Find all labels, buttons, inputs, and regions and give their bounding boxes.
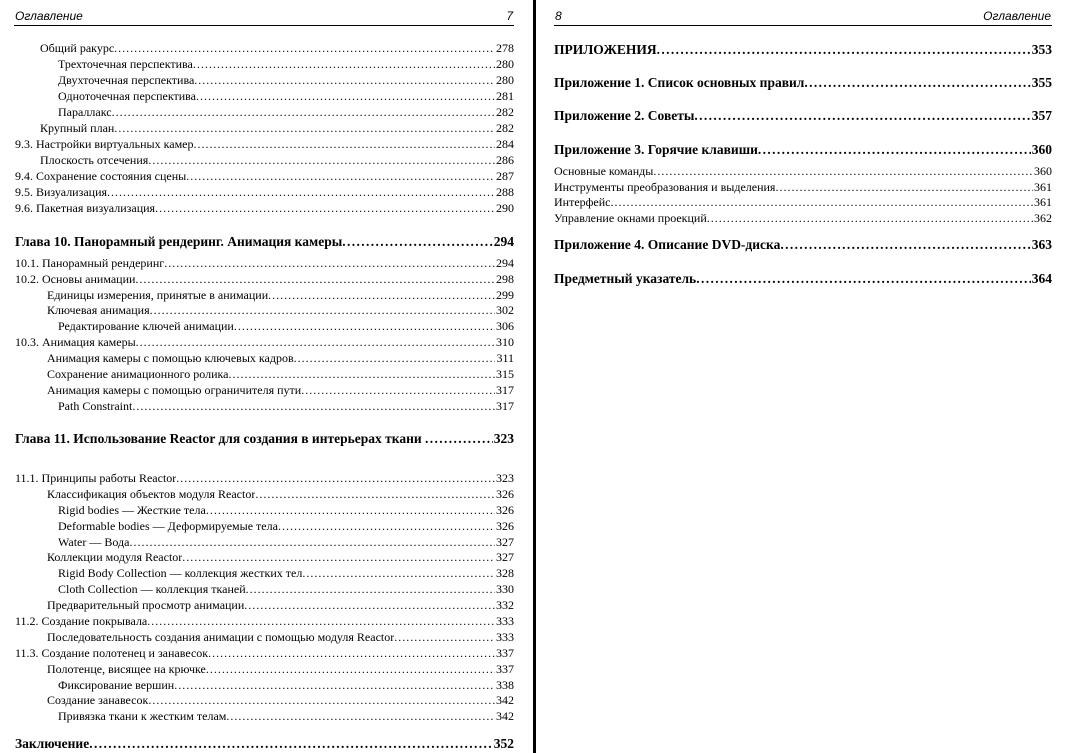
toc-entry-page: 326 xyxy=(496,503,514,517)
toc-entry-sozdanie-zanavesok[interactable] xyxy=(47,692,514,708)
toc-entry-page: 330 xyxy=(496,582,514,596)
toc-entry-label: Ключевая анимация xyxy=(47,303,150,317)
toc-entry-label: Path Constraint xyxy=(58,399,133,413)
dot-leader xyxy=(244,597,495,613)
toc-entry-osnovnye-komandy[interactable] xyxy=(554,163,1052,179)
left-running-head xyxy=(14,8,514,26)
toc-entry-page: 333 xyxy=(496,614,514,628)
toc-entry-page: 333 xyxy=(496,630,514,644)
dot-leader xyxy=(206,502,495,518)
dot-leader xyxy=(278,518,495,534)
toc-entry-label: 10.1. Панорамный рендеринг xyxy=(15,256,165,270)
running-head-title: Оглавление xyxy=(15,9,83,23)
toc-entry-label: Заключение xyxy=(15,736,90,751)
toc-entry-label: 11.2. Создание покрывала xyxy=(15,614,148,628)
toc-entry-11-1[interactable] xyxy=(15,470,514,486)
dot-leader xyxy=(804,74,1030,92)
dot-leader xyxy=(112,104,495,120)
dot-leader xyxy=(155,200,495,216)
toc-entry-privyazka-tkani[interactable] xyxy=(58,708,514,724)
dot-leader xyxy=(246,581,495,597)
dot-leader xyxy=(268,287,495,303)
toc-entry-zaklyuchenie[interactable] xyxy=(15,735,514,753)
toc-chapter-11[interactable] xyxy=(15,430,514,466)
toc-entry-page: 357 xyxy=(1031,108,1052,123)
toc-entry-prilozhenie-1[interactable] xyxy=(554,74,1052,92)
dot-leader xyxy=(780,236,1030,254)
dot-leader xyxy=(147,613,495,629)
toc-entry-odnotochechnaya[interactable] xyxy=(58,88,514,104)
dot-leader xyxy=(694,107,1030,125)
dot-leader xyxy=(150,302,495,318)
toc-entry-page: 361 xyxy=(1034,180,1052,194)
toc-entry-label: Полотенце, висящее на крючке xyxy=(47,662,206,676)
toc-entry-page: 294 xyxy=(493,234,514,249)
toc-entry-page: 288 xyxy=(496,185,514,199)
toc-entry-page: 294 xyxy=(496,256,514,270)
toc-entry-trekhtochechnaya[interactable] xyxy=(58,56,514,72)
toc-entry-predmetnyy-ukazatel[interactable] xyxy=(554,270,1052,288)
toc-entry-page: 323 xyxy=(496,471,514,485)
toc-entry-page: 282 xyxy=(496,121,514,135)
toc-entry-page: 362 xyxy=(1034,211,1052,225)
dot-leader xyxy=(301,382,495,398)
toc-entry-obshchiy-rakurs[interactable] xyxy=(40,40,514,56)
toc-entry-page: 338 xyxy=(496,678,514,692)
toc-entry-fiksirovanie-vershin[interactable] xyxy=(58,677,514,693)
toc-entry-11-2[interactable] xyxy=(15,613,514,629)
toc-entry-label: Анимация камеры с помощью ограничителя пути xyxy=(47,383,302,397)
dot-leader xyxy=(758,141,1031,159)
dot-leader xyxy=(196,88,495,104)
toc-entry-label: 11.3. Создание полотенец и занавесок xyxy=(15,646,209,660)
toc-entry-rigid-bodies[interactable] xyxy=(58,502,514,518)
toc-entry-label: 9.5. Визуализация xyxy=(15,185,108,199)
toc-entry-page: 315 xyxy=(496,367,514,381)
toc-entry-redaktirovanie-klyuchey[interactable] xyxy=(58,318,514,334)
toc-entry-prilozhenie-2[interactable] xyxy=(554,107,1052,125)
dot-leader xyxy=(176,470,495,486)
toc-entry-posledovatelnost[interactable] xyxy=(47,629,514,645)
dot-leader xyxy=(136,334,495,350)
toc-entry-label: Deformable bodies — Деформируемые тела xyxy=(58,519,278,533)
toc-entry-upravlenie-oknami[interactable] xyxy=(554,210,1052,226)
toc-entry-page: 282 xyxy=(496,105,514,119)
dot-leader xyxy=(132,398,495,414)
dot-leader xyxy=(194,72,495,88)
toc-entry-page: 299 xyxy=(496,288,514,302)
toc-entry-sokhranenie-rolika[interactable] xyxy=(47,366,514,382)
toc-entry-label: Единицы измерения, принятые в анимации xyxy=(47,288,269,302)
toc-entry-label: Редактирование ключей анимации xyxy=(58,319,234,333)
toc-entry-cloth-collection[interactable] xyxy=(58,581,514,597)
toc-entry-klassifikatsiya[interactable] xyxy=(47,486,514,502)
toc-entry-9-6[interactable] xyxy=(15,200,514,216)
page-number: 7 xyxy=(506,9,513,23)
dot-leader xyxy=(302,565,495,581)
toc-entry-page: 342 xyxy=(496,693,514,707)
dot-leader xyxy=(226,708,495,724)
toc-entry-page: 280 xyxy=(496,73,514,87)
toc-entry-page: 364 xyxy=(1031,271,1052,286)
toc-entry-page: 326 xyxy=(496,487,514,501)
toc-entry-page: 363 xyxy=(1031,237,1052,252)
dot-leader xyxy=(148,152,495,168)
toc-entry-label: Привязка ткани к жестким телам xyxy=(58,709,227,723)
dot-leader xyxy=(208,645,495,661)
toc-entry-label: Cloth Collection — коллекция тканей xyxy=(58,582,246,596)
toc-entry-label: Одноточечная перспектива xyxy=(58,89,197,103)
toc-entry-label: Плоскость отсечения xyxy=(40,153,149,167)
toc-entry-label: 9.6. Пакетная визуализация xyxy=(15,201,156,215)
dot-leader xyxy=(294,350,496,366)
toc-entry-polotentse[interactable] xyxy=(47,661,514,677)
dot-leader xyxy=(657,41,1031,59)
toc-entry-page: 287 xyxy=(496,169,514,183)
dot-leader xyxy=(193,56,495,72)
toc-entry-page: 326 xyxy=(496,519,514,533)
toc-entry-edinitsy-izmereniya[interactable] xyxy=(47,287,514,303)
toc-entry-label: 10.3. Анимация камеры xyxy=(15,335,136,349)
toc-entry-label: Последовательность создания анимации с помощью модуля Reactor xyxy=(47,630,395,644)
toc-entry-label: 9.4. Сохранение состояния сцены xyxy=(15,169,187,183)
dot-leader xyxy=(89,735,493,753)
dot-leader xyxy=(174,677,495,693)
toc-entry-label: Двухточечная перспектива xyxy=(58,73,195,87)
toc-entry-prilozheniya[interactable] xyxy=(554,41,1052,59)
toc-entry-10-3[interactable] xyxy=(15,334,514,350)
toc-entry-label: Трехточечная перспектива xyxy=(58,57,193,71)
toc-entry-page: 360 xyxy=(1034,164,1052,178)
dot-leader xyxy=(611,194,1033,210)
toc-entry-page: 311 xyxy=(496,351,514,365)
toc-entry-predvaritelnyy-prosmotr[interactable] xyxy=(47,597,514,613)
dot-leader xyxy=(394,629,495,645)
toc-entry-ploskost-otsecheniya[interactable] xyxy=(40,152,514,168)
toc-entry-instrumenty[interactable] xyxy=(554,179,1052,195)
toc-entry-page: 360 xyxy=(1031,142,1052,157)
dot-leader xyxy=(696,270,1031,288)
toc-entry-page: 332 xyxy=(496,598,514,612)
toc-entry-page: 337 xyxy=(496,662,514,676)
toc-entry-page: 323 xyxy=(493,431,514,446)
toc-entry-label: Приложение 4. Описание DVD-диска xyxy=(554,237,781,252)
toc-entry-page: 310 xyxy=(496,335,514,349)
toc-entry-page: 328 xyxy=(496,566,514,580)
toc-entry-page: 278 xyxy=(496,41,514,55)
toc-entry-9-5[interactable] xyxy=(15,184,514,200)
toc-entry-label: Анимация камеры с помощью ключевых кадров xyxy=(47,351,294,365)
toc-entry-label: Классификация объектов модуля Reactor xyxy=(47,487,256,501)
toc-entry-label: Интерфейс xyxy=(554,195,611,209)
toc-entry-9-4[interactable] xyxy=(15,168,514,184)
toc-entry-label: Предметный указатель xyxy=(554,271,697,286)
toc-entry-page: 353 xyxy=(1031,42,1052,57)
toc-entry-klyuchevaya-animatsiya[interactable] xyxy=(47,302,514,318)
toc-entry-prilozhenie-3[interactable] xyxy=(554,141,1052,159)
toc-entry-page: 306 xyxy=(496,319,514,333)
toc-entry-label: Крупный план xyxy=(40,121,115,135)
dot-leader xyxy=(129,534,495,550)
dot-leader xyxy=(707,210,1033,226)
toc-entry-page: 337 xyxy=(496,646,514,660)
toc-entry-page: 327 xyxy=(496,550,514,564)
right-running-head xyxy=(554,8,1052,26)
dot-leader xyxy=(775,179,1033,195)
toc-entry-page: 302 xyxy=(496,303,514,317)
toc-entry-page: 286 xyxy=(496,153,514,167)
toc-entry-label: 9.3. Настройки виртуальных камер xyxy=(15,137,194,151)
dot-leader xyxy=(234,318,495,334)
dot-leader xyxy=(107,184,495,200)
toc-entry-ogranichitel-puti[interactable] xyxy=(47,382,514,398)
toc-entry-11-3[interactable] xyxy=(15,645,514,661)
toc-entry-animatsiya-klyuchevye-kadry[interactable] xyxy=(47,350,514,366)
toc-entry-label: Сохранение анимационного ролика xyxy=(47,367,229,381)
toc-entry-label: 11.1. Принципы работы Reactor xyxy=(15,471,177,485)
dot-leader xyxy=(255,486,495,502)
dot-leader xyxy=(194,136,495,152)
toc-entry-label: Глава 11. Использование Reactor для создания в интерьерах ткани xyxy=(15,431,422,446)
toc-entry-parallaks[interactable] xyxy=(58,104,514,120)
toc-entry-page: 317 xyxy=(496,383,514,397)
toc-entry-page: 280 xyxy=(496,57,514,71)
toc-entry-10-1[interactable] xyxy=(15,255,514,271)
page-number: 8 xyxy=(555,9,562,23)
dot-leader xyxy=(653,163,1033,179)
toc-entry-dvukhtochechnaya[interactable] xyxy=(58,72,514,88)
toc-entry-label: Управление окнами проекций xyxy=(554,211,707,225)
toc-entry-path-constraint[interactable] xyxy=(58,398,514,414)
toc-entry-krupnyy-plan[interactable] xyxy=(40,120,514,136)
right-page xyxy=(536,0,1065,753)
dot-leader xyxy=(425,430,493,448)
toc-entry-label: Глава 10. Панорамный рендеринг. Анимация камеры xyxy=(15,234,343,249)
dot-leader xyxy=(229,366,496,382)
toc-entry-page: 298 xyxy=(496,272,514,286)
toc-entry-water[interactable] xyxy=(58,534,514,550)
dot-leader xyxy=(114,40,495,56)
toc-entry-label: Rigid Body Collection — коллекция жестких тел xyxy=(58,566,303,580)
dot-leader xyxy=(206,661,495,677)
toc-entry-interfeys[interactable] xyxy=(554,194,1052,210)
toc-entry-page: 290 xyxy=(496,201,514,215)
dot-leader xyxy=(182,549,495,565)
toc-entry-label: Параллакс xyxy=(58,105,112,119)
toc-chapter-10[interactable] xyxy=(15,233,514,251)
toc-entry-page: 342 xyxy=(496,709,514,723)
toc-entry-kollektsii[interactable] xyxy=(47,549,514,565)
toc-entry-label: ПРИЛОЖЕНИЯ xyxy=(554,42,657,57)
toc-entry-prilozhenie-4[interactable] xyxy=(554,236,1052,254)
running-head-title: Оглавление xyxy=(983,9,1051,23)
toc-entry-page: 281 xyxy=(496,89,514,103)
toc-entry-page: 317 xyxy=(496,399,514,413)
toc-entry-label: Основные команды xyxy=(554,164,654,178)
dot-leader xyxy=(186,168,495,184)
toc-entry-rigid-body-collection[interactable] xyxy=(58,565,514,581)
dot-leader xyxy=(135,271,495,287)
dot-leader xyxy=(114,120,495,136)
toc-entry-label: Инструменты преобразования и выделения xyxy=(554,180,776,194)
toc-entry-page: 361 xyxy=(1034,195,1052,209)
toc-entry-label: Фиксирование вершин xyxy=(58,678,175,692)
toc-entry-label: Приложение 3. Горячие клавиши xyxy=(554,142,758,157)
toc-entry-9-3[interactable] xyxy=(15,136,514,152)
toc-entry-label: Приложение 2. Советы xyxy=(554,108,695,123)
dot-leader xyxy=(342,233,493,251)
toc-entry-label: Предварительный просмотр анимации xyxy=(47,598,245,612)
dot-leader xyxy=(148,692,495,708)
toc-entry-label: Приложение 1. Список основных правил xyxy=(554,75,805,90)
toc-entry-deformable-bodies[interactable] xyxy=(58,518,514,534)
toc-entry-label: Создание занавесок xyxy=(47,693,149,707)
toc-entry-label: Общий ракурс xyxy=(40,41,115,55)
toc-entry-10-2[interactable] xyxy=(15,271,514,287)
toc-entry-label: Коллекции модуля Reactor xyxy=(47,550,183,564)
toc-entry-page: 327 xyxy=(496,535,514,549)
toc-entry-label: Rigid bodies — Жесткие тела xyxy=(58,503,206,517)
toc-entry-page: 352 xyxy=(493,736,514,751)
toc-entry-page: 355 xyxy=(1031,75,1052,90)
toc-entry-page: 284 xyxy=(496,137,514,151)
toc-entry-label: Water — Вода xyxy=(58,535,130,549)
dot-leader xyxy=(164,255,495,271)
toc-entry-label: 10.2. Основы анимации xyxy=(15,272,136,286)
